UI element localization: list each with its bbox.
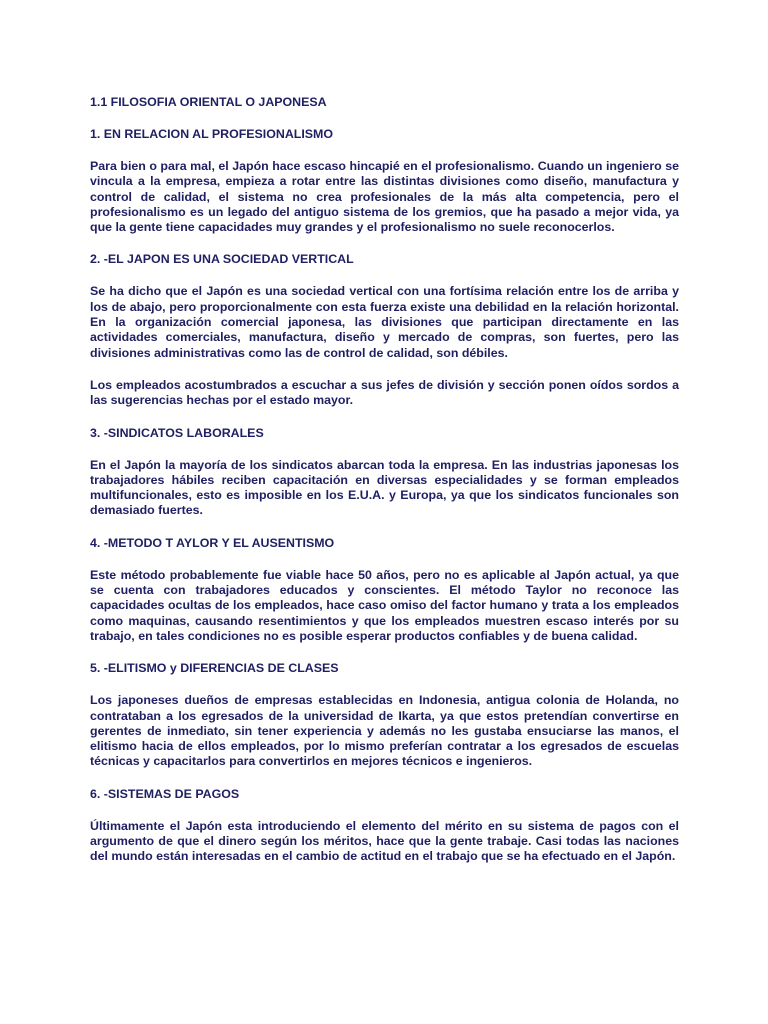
section-6-paragraph-1: Últimamente el Japón esta introduciendo el elemento del mérito en su sistema de pagos con el argumento de que el dinero según los méritos, hace que la gente trabaje. Casi todas las naciones del mundo están interesadas en el cambio de actitud en el trabajo que se ha efectuado en el Japón.	[90, 818, 679, 864]
section-heading-5: 5. -ELITISMO y DIFERENCIAS DE CLASES	[90, 661, 339, 676]
section-4-paragraph-1: Este método probablemente fue viable hace 50 años, pero no es aplicable al Japón actual, ya que se cuenta con trabajadores educados y conscientes. El método Taylor no reconoce las capacidades ocultas de los empleados, hace caso omiso del factor humano y trata a los empleados como maquinas, causando resentimientos y que los empleados muestren escaso interés por su trabajo, en tales condiciones no es posible esperar productos confiables y de buena calidad.	[90, 567, 679, 643]
document-title: 1.1 FILOSOFIA ORIENTAL O JAPONESA	[90, 95, 327, 109]
section-3-paragraph-1: En el Japón la mayoría de los sindicatos abarcan toda la empresa. En las industrias japonesas los trabajadores hábiles reciben capacitación en diversas especialidades y se forman empleados multifuncionales, esto es imposible en los E.U.A. y Europa, ya que los sindicatos funcionales son demasiado fuertes.	[90, 457, 679, 518]
section-heading-3: 3. -SINDICATOS LABORALES	[90, 425, 264, 440]
section-5-paragraph-1: Los japoneses dueños de empresas establecidas en Indonesia, antigua colonia de Holanda, no contrataban a los egresados de la universidad de Ikarta, ya que estos pretendían convertirse en gerentes de inmediato, sin tener experiencia y además no les gustaba ensuciarse las manos, el elitismo hacia de ellos empleados, por lo mismo preferían contratar a los egresados de escuelas técnicas y capacitarlos para convertirlos en mejores técnicos e ingenieros.	[90, 693, 679, 769]
document-page	[90, 95, 679, 882]
section-heading-4: 4. -METODO T AYLOR Y EL AUSENTISMO	[90, 535, 335, 550]
section-heading-6: 6. -SISTEMAS DE PAGOS	[90, 786, 240, 801]
section-2-paragraph-2: Los empleados acostumbrados a escuchar a sus jefes de división y sección ponen oídos sordos a las sugerencias hechas por el estado mayor.	[90, 377, 679, 408]
section-heading-2: 2. -EL JAPON ES UNA SOCIEDAD VERTICAL	[90, 252, 354, 267]
section-1-paragraph-1: Para bien o para mal, el Japón hace escaso hincapié en el profesionalismo. Cuando un ingeniero se vincula a la empresa, empieza a rotar entre las distintas divisiones como diseño, manufactura y control de calidad, el sistema no crea profesionales de la más alta competencia, pero el profesionalismo es un legado del antiguo sistema de los gremios, que ha pasado a mejor vida, ya que la gente tiene capacidades muy grandes y el profesionalismo no suele reconocerlos.	[90, 159, 679, 235]
section-2-paragraph-1: Se ha dicho que el Japón es una sociedad vertical con una fortísima relación entre los de arriba y los de abajo, pero proporcionalmente con esta fuerza existe una debilidad en la relación horizontal. En la organización comercial japonesa, las divisiones que participan directamente en las actividades comerciales, manufactura, diseño y mercado de compras, son fuertes, pero las divisiones administrativas como las de control de calidad, son débiles.	[90, 284, 679, 360]
section-heading-1: 1. EN RELACION AL PROFESIONALISMO	[90, 127, 334, 141]
